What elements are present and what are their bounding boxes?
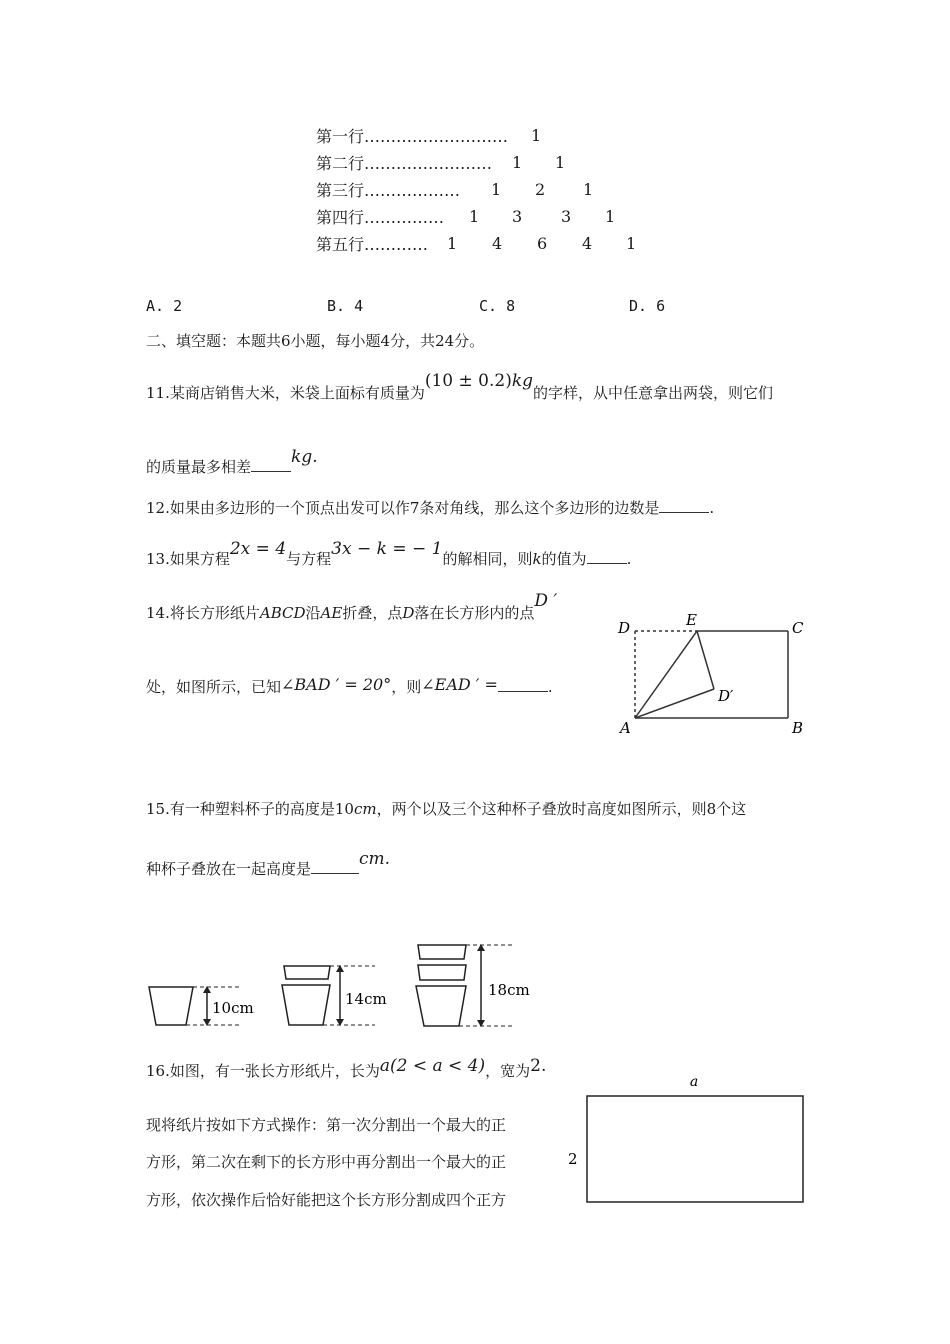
- q16-length-expr: a(2 < a < 4): [379, 1056, 486, 1076]
- row-value: 1: [469, 207, 480, 226]
- row-4: [316, 205, 444, 228]
- row-value: 1: [555, 153, 566, 172]
- option-d[interactable]: D. 6: [629, 297, 666, 315]
- q11-math: (10 ± 0.2): [424, 371, 512, 391]
- option-b[interactable]: B. 4: [327, 297, 364, 315]
- cup-label-10: 10cm: [212, 999, 254, 1017]
- label-width-2: 2: [568, 1150, 578, 1168]
- question-16-line-4: 方形，依次操作后恰好能把这个长方形分割成四个正方: [146, 1191, 507, 1209]
- row-5: [316, 232, 428, 255]
- row-value: 6: [537, 234, 548, 253]
- two-cups: [282, 965, 387, 1026]
- cup-label-14: 14cm: [345, 990, 387, 1008]
- row-value: 3: [512, 207, 523, 226]
- row-label: 第三行………………: [316, 181, 461, 200]
- row-1: [316, 124, 508, 147]
- question-13: 13.如果方程2x = 4与方程3x − k = − 1的解相同，则k的值为 .: [146, 539, 632, 568]
- question-16-line-1: 16.如图，有一张长方形纸片，长为a(2 < a < 4)，宽为2.: [146, 1056, 547, 1080]
- row-label: 第四行……………: [316, 208, 445, 227]
- label-b: B: [792, 719, 804, 737]
- label-e: E: [686, 611, 697, 629]
- q13-eq1: 2x = 4: [229, 539, 287, 559]
- row-value: 4: [492, 234, 503, 253]
- label-d: D: [618, 619, 631, 637]
- question-15-line-2: 种杯子叠放在一起高度是 cm.: [146, 849, 391, 878]
- row-label: 第二行……………………: [316, 154, 493, 173]
- section-header: 二、填空题：本题共6小题，每小题4分，共24分。: [146, 332, 485, 350]
- answer-blank[interactable]: [251, 457, 291, 472]
- question-14-line-2: 处，如图所示，已知∠BAD ′ = 20°，则∠EAD ′ = .: [146, 675, 553, 696]
- option-a[interactable]: A. 2: [146, 297, 183, 315]
- row-value: 3: [561, 207, 572, 226]
- question-15-line-1: 15.有一种塑料杯子的高度是10cm，两个以及三个这种杯子叠放时高度如图所示，则8个这: [146, 800, 747, 818]
- row-value: 1: [512, 153, 523, 172]
- option-c[interactable]: C. 8: [479, 297, 516, 315]
- row-value: 1: [491, 180, 502, 199]
- label-d-prime: D′: [718, 687, 734, 705]
- answer-blank[interactable]: [311, 859, 359, 874]
- question-14-line-1: 14.将长方形纸片ABCD沿AE折叠，点D落在长方形内的点D ′: [146, 591, 558, 622]
- row-label: 第五行…………: [316, 235, 429, 254]
- question-11-line-1: 11.某商店销售大米，米袋上面标有质量为(10 ± 0.2)kg的字样，从中任意拿出两袋，则它们: [146, 371, 774, 402]
- fold-figure: [600, 605, 820, 740]
- label-length-a: a: [689, 1074, 699, 1090]
- row-value: 1: [605, 207, 616, 226]
- row-label: 第一行………………………: [316, 127, 509, 146]
- row-value: 2: [535, 180, 546, 199]
- rectangle-figure: [560, 1070, 820, 1210]
- q14-given-angle: ∠BAD ′ = 20°: [281, 675, 392, 694]
- edge-d-prime-a: [635, 689, 714, 718]
- row-3: [316, 178, 460, 201]
- row-2: [316, 151, 492, 174]
- single-cup: [149, 986, 254, 1026]
- question-16-line-2: 现将纸片按如下方式操作：第一次分割出一个最大的正: [146, 1116, 507, 1134]
- label-a: A: [620, 719, 631, 737]
- question-11-line-2: 的质量最多相差 kg.: [146, 447, 318, 476]
- question-16-line-3: 方形，第二次在剩下的长方形中再分割出一个最大的正: [146, 1153, 507, 1171]
- row-value: 4: [582, 234, 593, 253]
- answer-blank[interactable]: [659, 498, 709, 513]
- fold-line-ae: [635, 631, 697, 718]
- label-c: C: [792, 619, 804, 637]
- answer-blank[interactable]: [587, 549, 627, 564]
- edge-ed-prime: [697, 631, 714, 689]
- cup-label-18: 18cm: [488, 981, 530, 999]
- question-12: 12.如果由多边形的一个顶点出发可以作7条对角线，那么这个多边形的边数是 .: [146, 499, 715, 517]
- cups-figure: [140, 935, 530, 1040]
- row-value: 1: [531, 126, 542, 145]
- answer-blank[interactable]: [498, 677, 548, 692]
- row-value: 1: [583, 180, 594, 199]
- q13-eq2: 3x − k = − 1: [331, 539, 443, 559]
- three-cups: [416, 944, 530, 1027]
- paper-rectangle: [587, 1096, 803, 1202]
- row-value: 1: [447, 234, 458, 253]
- row-value: 1: [626, 234, 637, 253]
